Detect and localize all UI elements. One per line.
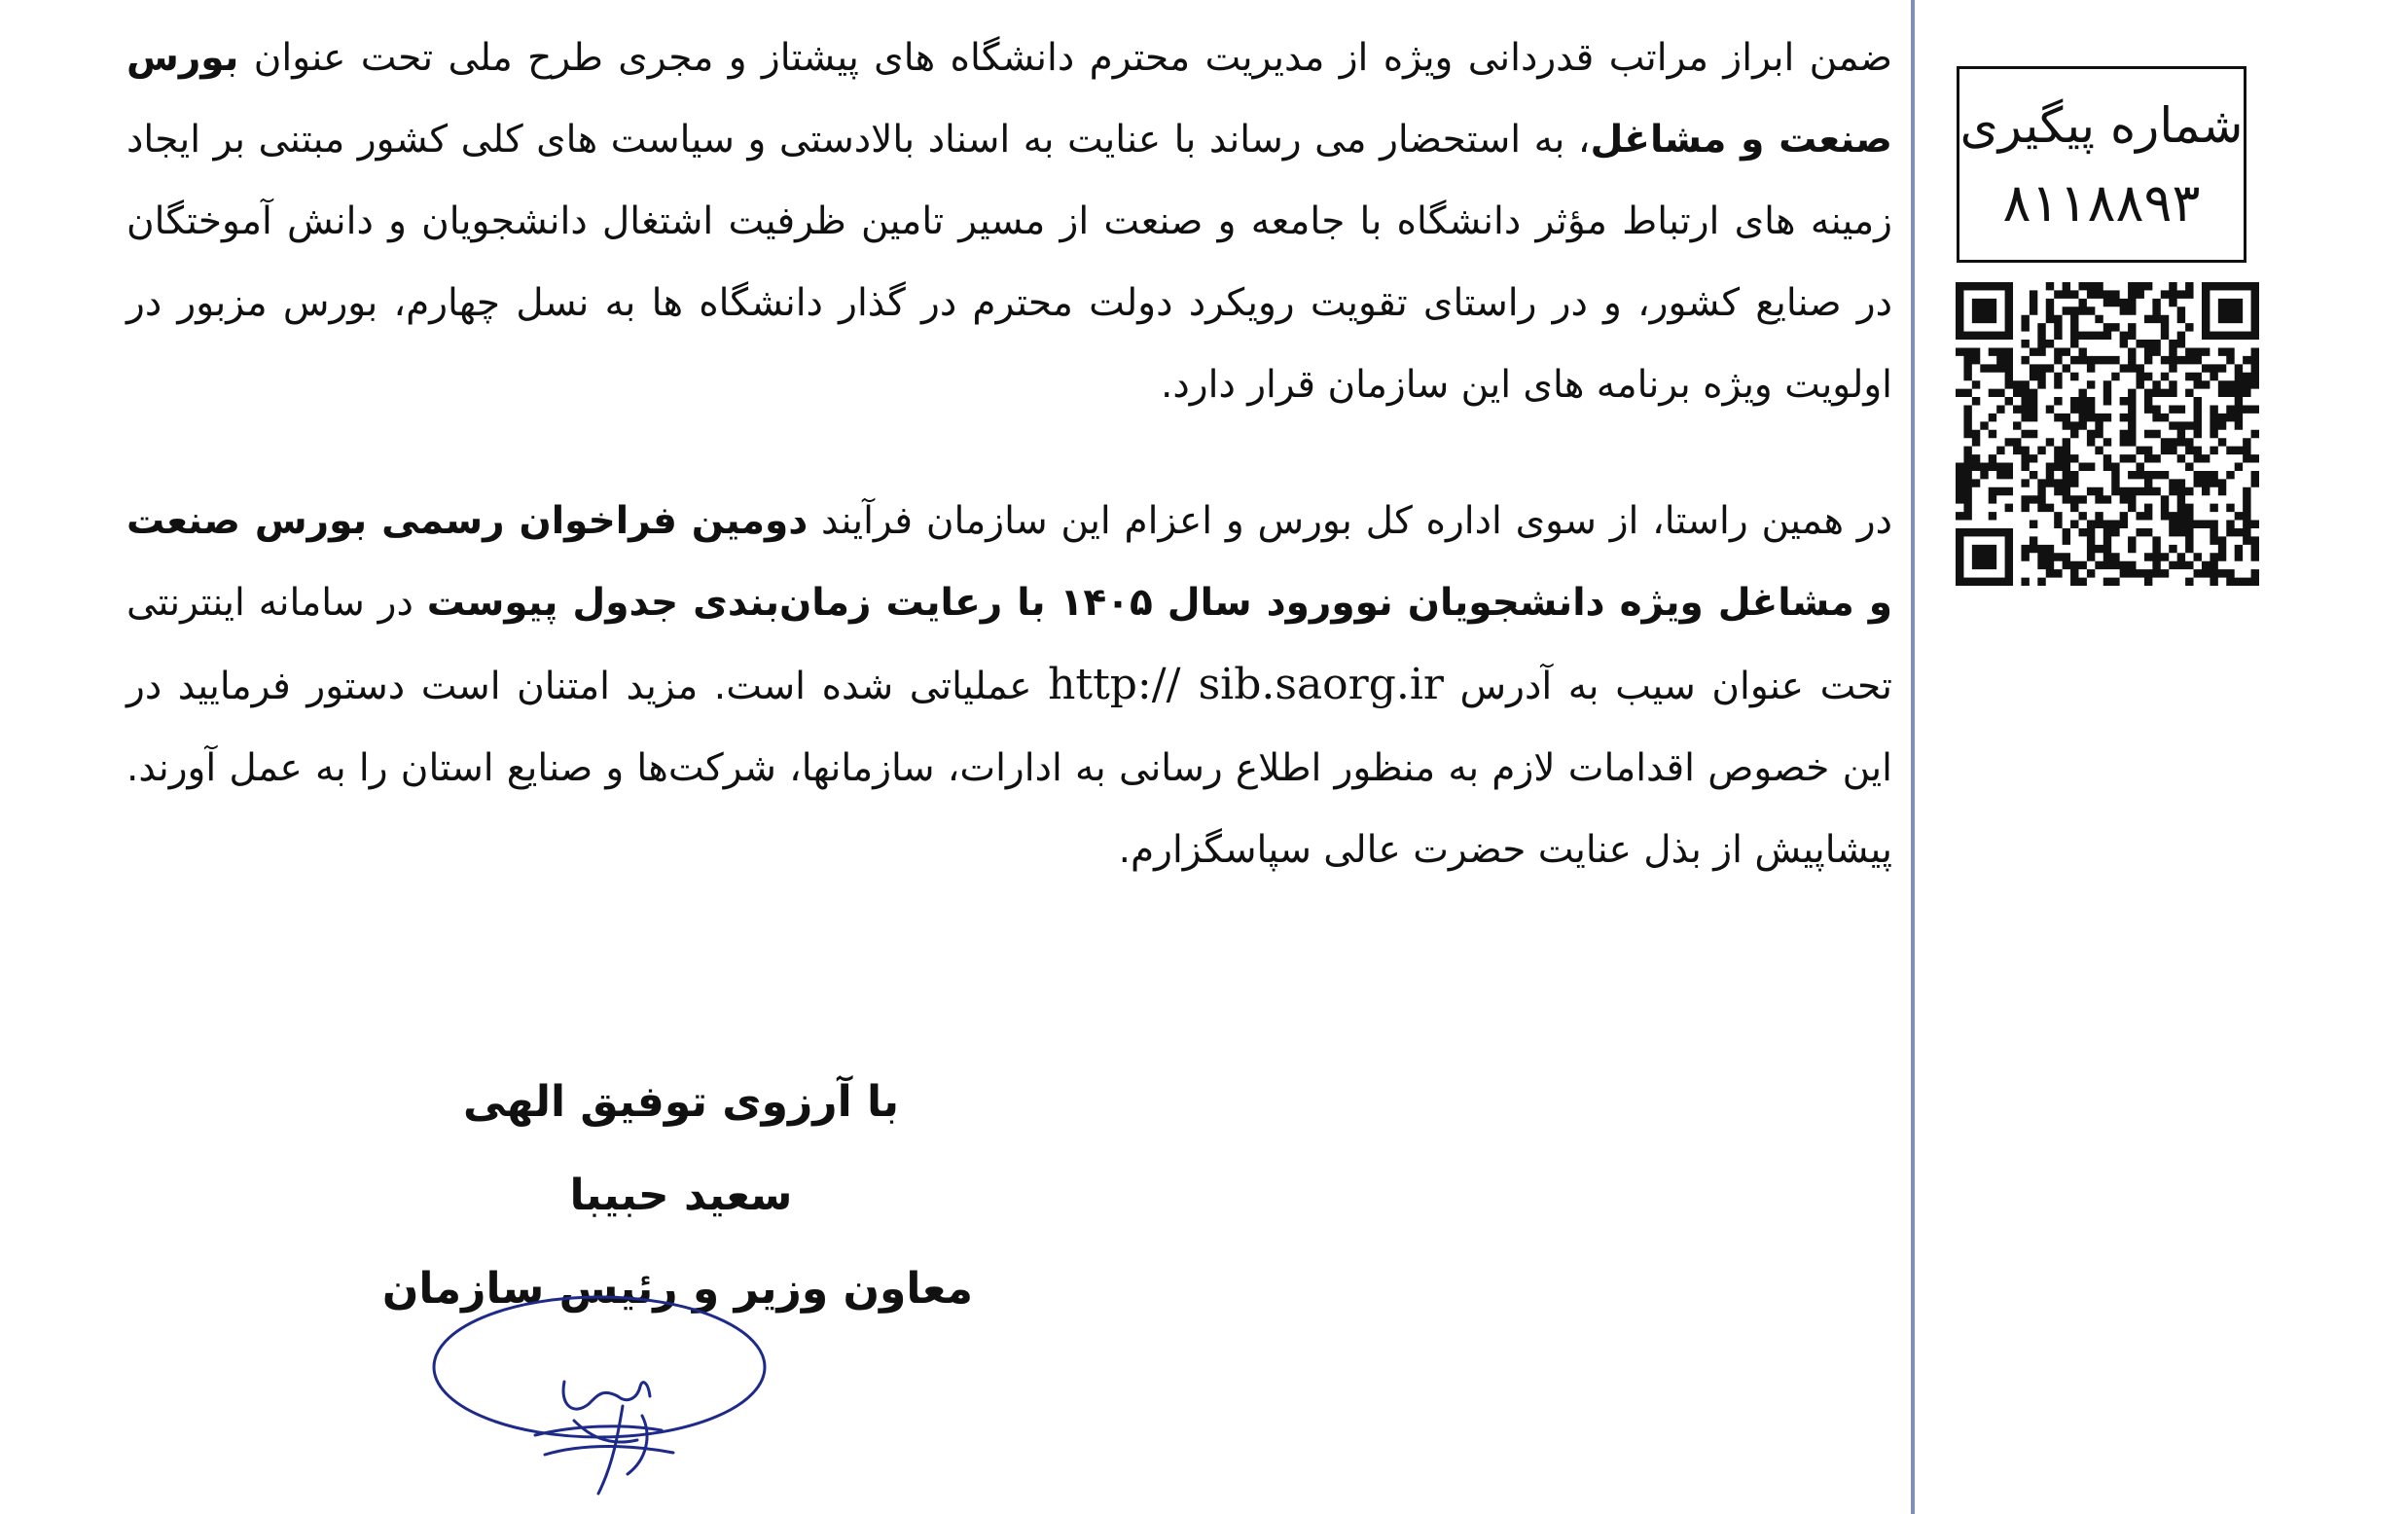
- paragraph-2-text-3: عملیاتی شده است. مزید امتنان است دستور فرمایید در این خصوص اقدامات لازم به منظور اطلاع رسانی به ادارات، سازمانها، شرکت‌ها و صنایع استان را به عمل آورند. پیشاپیش از بذل عنایت حضرت عالی سپاسگزارم.: [126, 665, 1892, 872]
- qr-finder-3: [1959, 532, 2009, 582]
- signature-stroke-1: [563, 1382, 650, 1409]
- signature-stroke-3: [545, 1447, 673, 1456]
- signer-title: معاون وزیر و رئیس سازمان: [381, 1264, 973, 1314]
- signature-stroke-5: [628, 1416, 647, 1474]
- signature-icon: [418, 1289, 778, 1513]
- paragraph-2-bold: دومین فراخوان رسمی بورس صنعت و مشاغل ویژه دانشجویان نوورود سال ۱۴۰۵ با رعایت زمان‌بندی جدول پیوست: [126, 499, 1892, 625]
- signer-name: سعید حبیبا: [569, 1171, 793, 1220]
- closing-wish: با آرزوی توفیق الهی: [462, 1077, 900, 1127]
- paragraph-1-text-1: ضمن ابراز مراتب قدردانی ویژه از مدیریت محترم دانشگاه های پیشتاز و مجری طرح ملی تحت عنوان: [238, 36, 1892, 80]
- paragraph-1: [126, 18, 1892, 426]
- website-url[interactable]: http:// sib.saorg.ir: [1048, 660, 1444, 709]
- tracking-label: شماره پیگیری: [1959, 97, 2244, 154]
- qr-code-icon: [1956, 282, 2259, 586]
- tracking-number: ۸۱۱۸۸۹۳: [2002, 172, 2201, 234]
- paragraph-1-text-2: ، به استحضار می رساند با عنایت به اسناد بالادستی و سیاست های کلی کشور مبتنی بر ایجاد زمینه های ارتباط مؤثر دانشگاه با جامعه و صنعت از مسیر تامین ظرفیت اشتغال دانشجویان و دانش آموختگان در صنایع کشور، و در راستای تقویت رویکرد دولت محترم در گذار دانشگاه ها به نسل چهارم، بورس مزبور در اولویت ویژه برنامه های این سازمان قرار دارد.: [126, 118, 1892, 407]
- paragraph-2: [126, 481, 1892, 891]
- tracking-box: [1957, 66, 2246, 263]
- letter-body: [126, 18, 1892, 891]
- margin-divider: [1911, 0, 1915, 1514]
- signature-oval: [434, 1297, 765, 1437]
- qr-finder-2: [2206, 286, 2255, 336]
- qr-modules: [1956, 282, 2259, 586]
- paragraph-2-text-1: در همین راستا، از سوی اداره کل بورس و اعزام این سازمان فرآیند: [808, 499, 1892, 543]
- signature-stroke-4: [598, 1406, 623, 1494]
- paragraph-1-bold: بورس صنعت و مشاغل: [126, 36, 1892, 162]
- qr-finder-1: [1959, 286, 2009, 336]
- signature-stroke-6: [574, 1421, 637, 1442]
- paragraph-2-text-2: در سامانه اینترنتی تحت عنوان سیب به آدرس: [126, 581, 1892, 708]
